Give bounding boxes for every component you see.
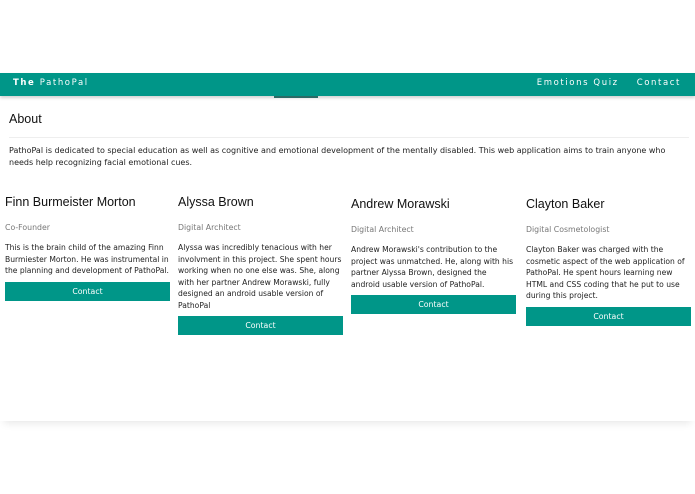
member-role: Digital Architect (178, 223, 241, 232)
active-tab-indicator (274, 96, 318, 98)
nav-contact[interactable]: Contact (636, 78, 681, 88)
contact-button[interactable]: Contact (351, 295, 516, 314)
member-description: Clayton Baker was charged with the cosmetic aspect of the web application of PathoPal. He spent hours learning new HTML and CSS coding that he put to use during this project. (526, 245, 685, 300)
member-role: Co-Founder (5, 223, 50, 232)
team-card-alyssa (178, 190, 343, 335)
member-description: This is the brain child of the amazing Finn Burmiester Morton. He was instrumental in the planning and development of PathoPal. (5, 243, 169, 275)
contact-button[interactable]: Contact (5, 282, 170, 301)
member-name: Clayton Baker (526, 197, 605, 211)
member-description: Andrew Morawski's contribution to the project was unmatched. He, along with his partner Alyssa Brown, designed the android usable version of PathoPal. (351, 245, 514, 289)
nav-links (537, 78, 681, 88)
member-name: Andrew Morawski (351, 197, 450, 211)
about-text: PathoPal is dedicated to special education as well as cognitive and emotional development of the mentally disabled. This web application aims to train anyone who needs help recognizing facial emotional cues. (9, 146, 666, 167)
team-card-finn (5, 190, 170, 301)
brand-name: PathoPal (39, 78, 89, 88)
contact-button[interactable]: Contact (178, 316, 343, 335)
member-description: Alyssa was incredibly tenacious with her involvment in this project. She spent hours working when no one else was. She, along with her partner Andrew Morawski, fully designed an android usable version of PathoPal (178, 243, 342, 310)
contact-button[interactable]: Contact (526, 307, 691, 326)
brand-logo[interactable] (13, 78, 89, 88)
nav-emotions-quiz[interactable]: Emotions Quiz (536, 78, 619, 88)
team-card-clayton (526, 192, 691, 326)
navbar (0, 73, 695, 96)
member-name: Alyssa Brown (178, 195, 254, 209)
member-role: Digital Cosmetologist (526, 225, 610, 234)
member-role: Digital Architect (351, 225, 414, 234)
member-name: Finn Burmeister Morton (5, 195, 136, 209)
brand-bold: The (13, 78, 36, 88)
about-heading: About (9, 112, 42, 126)
divider (9, 137, 689, 138)
team-card-andrew (351, 192, 516, 314)
